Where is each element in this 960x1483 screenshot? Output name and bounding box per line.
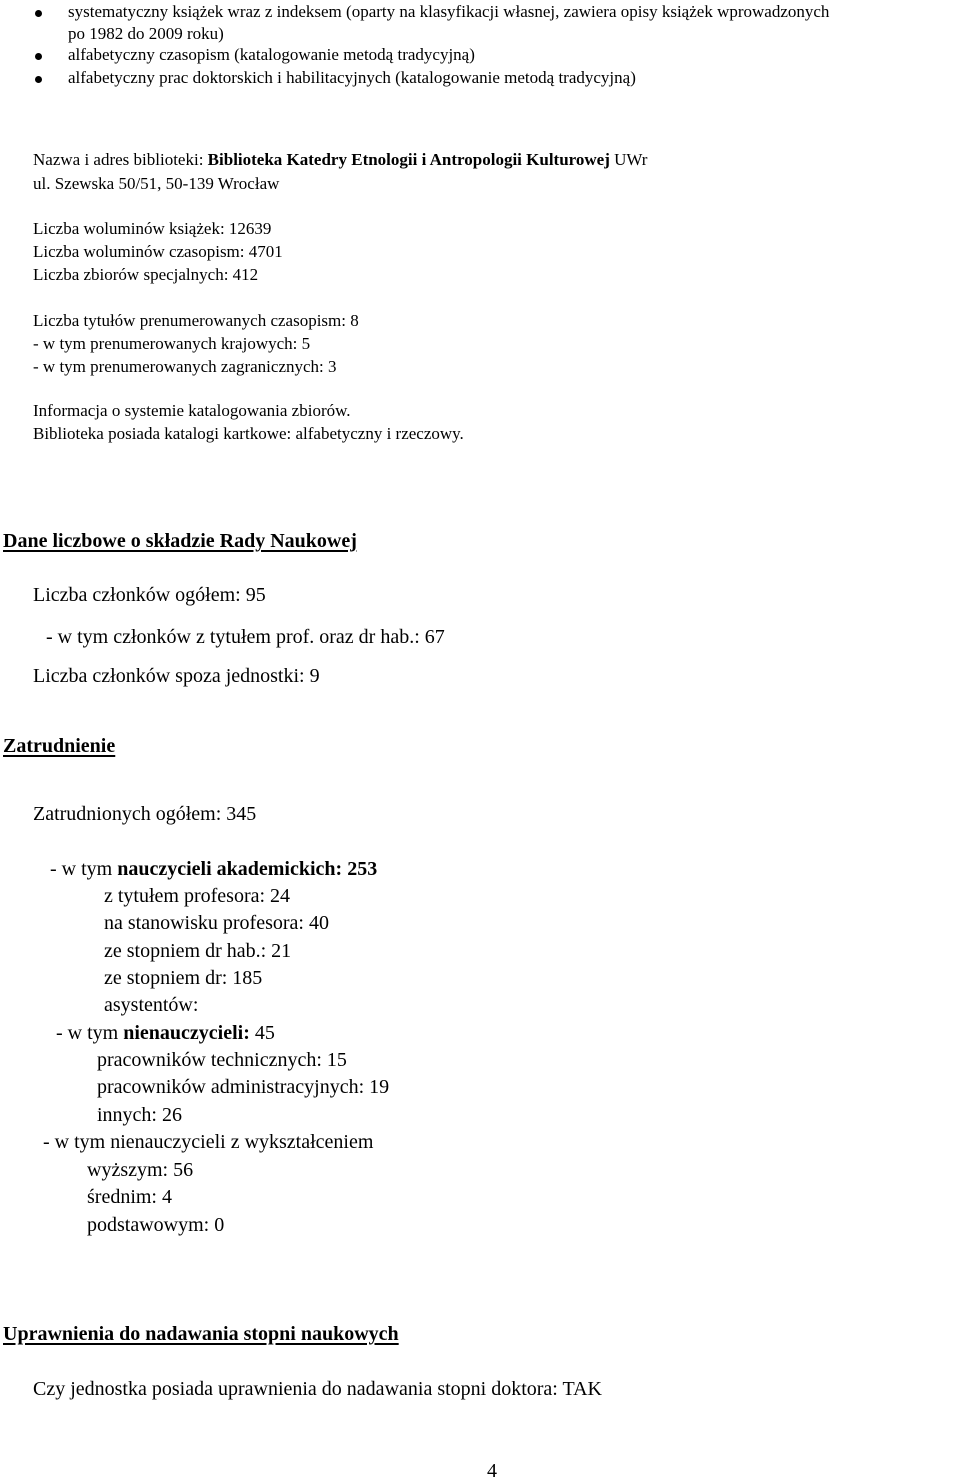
non-teachers-label: nienauczycieli: <box>123 1022 250 1044</box>
library-name-line <box>33 150 647 170</box>
bullet-icon <box>35 76 42 83</box>
council-total: Liczba członków ogółem: 95 <box>33 584 266 606</box>
bullet-icon <box>35 10 42 17</box>
special-collections-count: Liczba zbiorów specjalnych: 412 <box>33 265 259 284</box>
non-teacher-item: pracowników administracyjnych: 19 <box>97 1076 390 1098</box>
list-item-continuation: po 1982 do 2009 roku) <box>68 24 224 43</box>
academic-prefix: - w tym <box>50 858 118 880</box>
academic-item: ze stopniem dr hab.: 21 <box>104 940 292 962</box>
employment-heading: Zatrudnienie <box>3 735 116 757</box>
catalog-info-text: Biblioteka posiada katalogi kartkowe: alfabetyczny i rzeczowy. <box>33 424 464 443</box>
council-heading: Dane liczbowe o składzie Rady Naukowej <box>3 530 357 552</box>
non-teacher-item: innych: 26 <box>97 1104 182 1126</box>
education-item: wyższym: 56 <box>87 1159 194 1181</box>
non-teacher-item: pracowników technicznych: 15 <box>97 1049 347 1071</box>
journals-count: Liczba woluminów czasopism: 4701 <box>33 242 283 261</box>
academic-item: na stanowisku profesora: 40 <box>104 912 329 934</box>
academic-item: asystentów: <box>104 994 199 1016</box>
academic-teachers: nauczycieli akademickich: 253 <box>117 858 378 880</box>
list-item: systematyczny książek wraz z indeksem (oparty na klasyfikacji własnej, zawiera opisy książek wprowadzonych <box>68 2 830 21</box>
education-heading: - w tym nienauczycieli z wykształceniem <box>43 1131 374 1153</box>
academic-item: z tytułem profesora: 24 <box>104 885 291 907</box>
council-external: Liczba członków spoza jednostki: 9 <box>33 665 320 687</box>
non-teachers-line <box>56 1022 275 1045</box>
education-item: średnim: 4 <box>87 1186 172 1208</box>
bullet-icon <box>35 53 42 60</box>
employment-total: Zatrudnionych ogółem: 345 <box>33 803 257 825</box>
page-number: 4 <box>487 1460 497 1482</box>
education-item: podstawowym: 0 <box>87 1214 225 1236</box>
library-name-label: Nazwa i adres biblioteki: <box>33 150 208 169</box>
subscribed-journals-count: Liczba tytułów prenumerowanych czasopism: 8 <box>33 311 359 330</box>
rights-heading: Uprawnienia do nadawania stopni naukowych <box>3 1323 399 1345</box>
list-item: alfabetyczny czasopism (katalogowanie metodą tradycyjną) <box>68 45 475 64</box>
non-teachers-value: 45 <box>249 1022 275 1044</box>
catalog-info-heading: Informacja o systemie katalogowania zbiorów. <box>33 401 351 420</box>
academic-teachers-line <box>50 858 377 881</box>
list-item: alfabetyczny prac doktorskich i habilitacyjnych (katalogowanie metodą tradycyjną) <box>68 68 636 87</box>
library-name: Biblioteka Katedry Etnologii i Antropologii Kulturowej <box>207 150 610 169</box>
foreign-subscriptions: - w tym prenumerowanych zagranicznych: 3 <box>33 357 337 376</box>
nonacademic-prefix: - w tym <box>56 1022 124 1044</box>
domestic-subscriptions: - w tym prenumerowanych krajowych: 5 <box>33 334 311 353</box>
library-name-suffix: UWr <box>609 150 648 169</box>
academic-item: ze stopniem dr: 185 <box>104 967 263 989</box>
council-professors: - w tym członków z tytułem prof. oraz dr hab.: 67 <box>46 626 445 648</box>
books-count: Liczba woluminów książek: 12639 <box>33 219 272 238</box>
library-address: ul. Szewska 50/51, 50-139 Wrocław <box>33 174 280 193</box>
doctorate-rights: Czy jednostka posiada uprawnienia do nadawania stopni doktora: TAK <box>33 1378 603 1400</box>
